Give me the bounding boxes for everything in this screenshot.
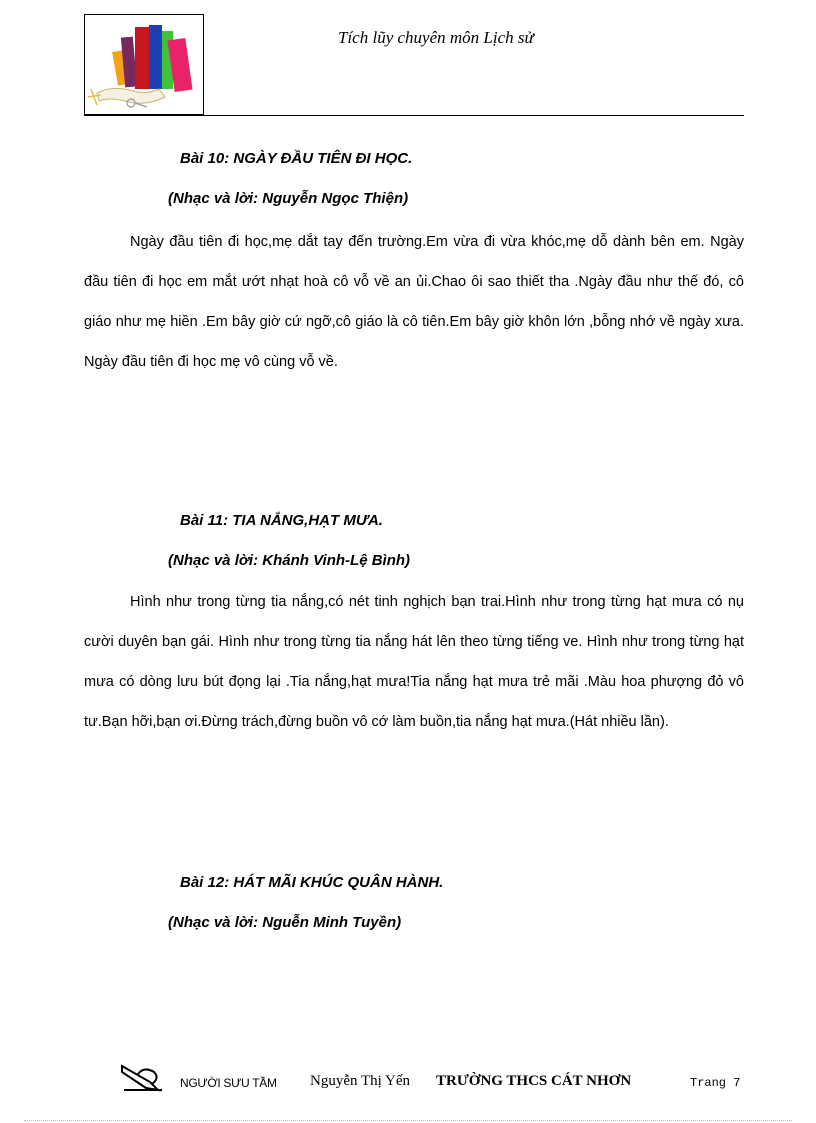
school-name: TRƯỜNG THCS CÁT NHƠN (436, 1073, 632, 1089)
bottom-divider (24, 1120, 792, 1121)
page-number: Trang 7 (690, 1076, 741, 1090)
song-lyrics: Ngày đầu tiên đi học,mẹ dắt tay đến trường.Em vừa đi vừa khóc,mẹ dỗ dành bên em. Ngày đầu tiên đi học em mắt ướt nhạt hoà cô vỗ về an ủi.Chao ôi sao thiết tha .Ngày đầu như thế đó, cô giáo như mẹ hiền .Em bây giờ cứ ngỡ,cô giáo là cô tiên.Em bây giờ khôn lớn ,bỗng nhớ về ngày xưa. Ngày đầu tiên đi học mẹ vô cùng vỗ về. (84, 234, 744, 370)
books-icon (85, 15, 203, 114)
song-credit: (Nhạc và lời: Khánh Vinh-Lệ Bình) (168, 552, 411, 569)
song-credit: (Nhạc và lời: Nguễn Minh Tuyền) (168, 914, 402, 931)
song-title: Bài 12: HÁT MÃI KHÚC QUÂN HÀNH. (180, 874, 444, 891)
logo-books-image (84, 14, 204, 115)
page-footer (84, 1062, 744, 1106)
song-credit: (Nhạc và lời: Nguyễn Ngọc Thiện) (168, 190, 409, 207)
header-title: Tích lũy chuyên môn Lịch sử (338, 28, 534, 47)
collector-label: NGƯỜI SƯU TẦM (180, 1076, 277, 1090)
song-title: Bài 11: TIA NẮNG,HẠT MƯA. (180, 512, 383, 529)
author-name: Nguyễn Thị Yến (310, 1073, 410, 1089)
header-divider (84, 115, 744, 116)
song-lyrics: Hình như trong từng tia nắng,có nét tinh nghịch bạn trai.Hình như trong từng hạt mưa có nụ cười duyên bạn gái. Hình như trong từng tia nắng hát lên theo từng tiếng ve. Hình như trong từng hạt mưa có dòng lưu bút đọng lại .Tia nắng,hạt mưa!Tia nắng hạt mưa trẻ mãi .Màu hoa phượng đỏ vô tư.Bạn hỡi,bạn ơi.Đừng trách,đừng buồn vô cớ làm buồn,tia nắng hạt mưa.(Hát nhiều lần). (84, 594, 744, 730)
pen-writing-icon (120, 1062, 164, 1092)
song-title: Bài 10: NGÀY ĐẦU TIÊN ĐI HỌC. (180, 150, 413, 167)
